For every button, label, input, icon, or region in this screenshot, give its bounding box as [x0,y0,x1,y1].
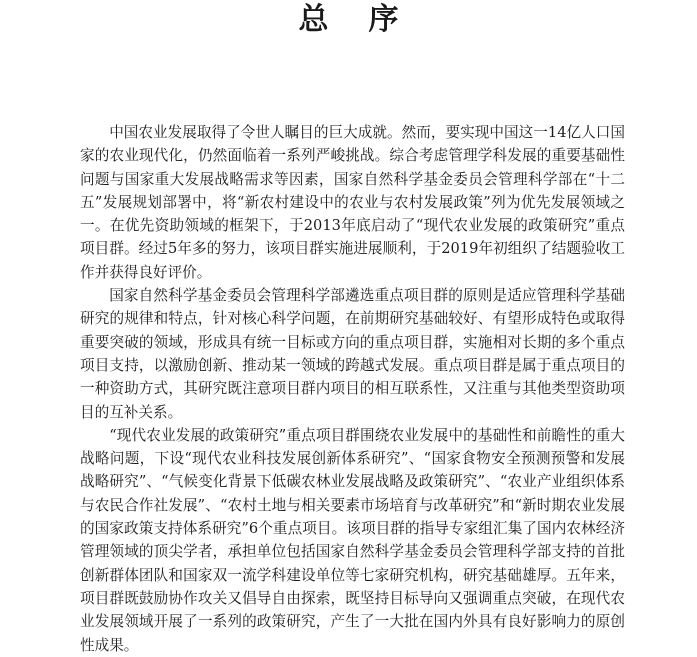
body-text [80,121,625,657]
paragraph-2: 国家自然科学基金委员会管理科学部遴选重点项目群的原则是适应管理科学基础研究的规律和特点，针对核心科学问题，在前期研究基础较好、有望形成特色或取得重要突破的领域，形成具有统一目标或方向的重点项目群，实施相对长期的多个重点项目支持，以激励创新、推动某一领域的跨越式发展。重点项目群是属于重点项目的一种资助方式，其研究既注意项目群内项目的相互联系性，又注重与其他类型资助项目的互补关系。 [80,287,625,421]
paragraph-3: “现代农业发展的政策研究”重点项目群围绕农业发展中的基础性和前瞻性的重大战略问题，下设“现代农业科技发展创新体系研究”、“国家食物安全预测预警和发展战略研究”、“气候变化背景下低碳农林业发展战略及政策研究”、“农业产业组织体系与农民合作社发展”、“农村土地与相关要素市场培育与改革研究”和“新时期农业发展的国家政策支持体系研究”6个重点项目。该项目群的指导专家组汇集了国内农林经济管理领域的顶尖学者，承担单位包括国家自然科学基金委员会管理科学部支持的首批创新群体团队和国家双一流学科建设单位等七家研究机构，研究基础雄厚。五年来，项目群既鼓励协作攻关又倡导自由探索，既坚持目标导向又强调重点突破，在现代农业发展领域开展了一系列的政策研究，产生了一大批在国内外具有良好影响力的原创性成果。 [80,426,625,654]
paragraph-1: 中国农业发展取得了令世人瞩目的巨大成就。然而，要实现中国这一14亿人口国家的农业现代化，仍然面临着一系列严峻挑战。综合考虑管理学科发展的重要基础性问题与国家重大发展战略需求等因素，国家自然科学基金委员会管理科学部在“十二五”发展规划部署中，将“新农村建设中的农业与农村发展政策”列为优先发展领域之一。在优先资助领域的框架下，于2013年底启动了“现代农业发展的政策研究”重点项目群。经过5年多的努力，该项目群实施进展顺利，于2019年初组织了结题验收工作并获得良好评价。 [80,124,625,281]
page-title: 总序 [298,2,439,37]
